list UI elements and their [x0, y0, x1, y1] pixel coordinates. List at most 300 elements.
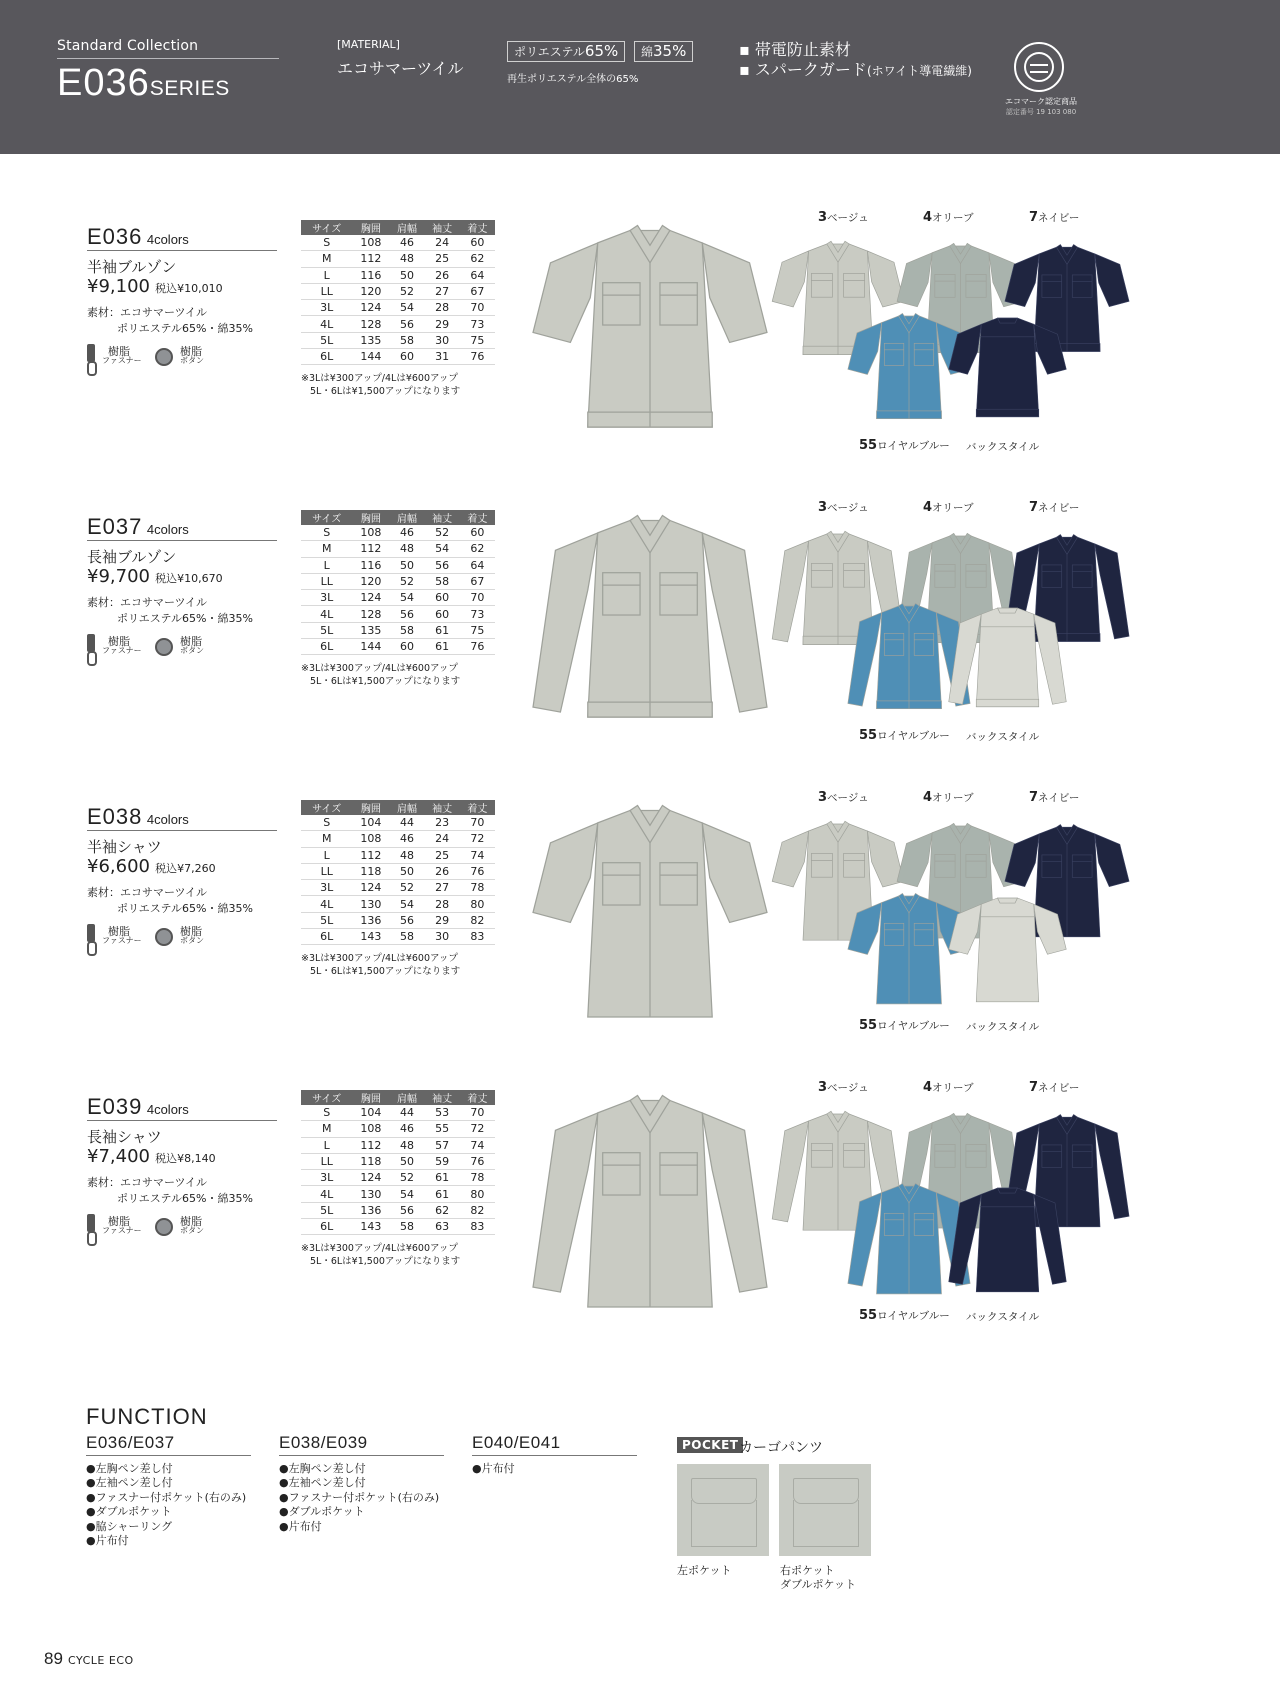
color-name: ベージュ: [827, 502, 869, 514]
table-row: [301, 622, 495, 638]
size-table-cell: 25: [425, 847, 460, 863]
size-table-cell: 120: [352, 283, 389, 299]
size-table-header: [301, 510, 495, 525]
color-label-beige: [818, 210, 869, 225]
table-row: [301, 573, 495, 589]
composition-pct: 35%: [653, 42, 687, 60]
color-label-back-style: バックスタイル: [966, 1021, 1040, 1033]
table-row: [301, 1137, 495, 1153]
size-table-cell: 54: [389, 590, 424, 606]
product-e037: [0, 500, 1280, 790]
size-table-cell: 108: [352, 1121, 389, 1137]
size-table-cell: 46: [389, 831, 424, 847]
size-table-header-cell: 肩幅: [389, 800, 424, 815]
product-price-line: [87, 276, 223, 297]
size-table-cell: L: [301, 267, 352, 283]
table-row: [301, 1153, 495, 1169]
function-list-e040-e041: [472, 1462, 515, 1476]
size-note: 5L・6Lは¥1,500アップになります: [310, 386, 461, 397]
size-table-cell: 56: [389, 912, 424, 928]
table-row: [301, 929, 495, 945]
color-name: ネイビー: [1038, 792, 1080, 804]
color-number: 7: [1029, 210, 1039, 225]
size-table-cell: 59: [425, 1153, 460, 1169]
table-row: [301, 251, 495, 267]
size-table-cell: 60: [389, 639, 424, 655]
color-label-beige: [818, 500, 869, 515]
feature-text: ▪ 帯電防止素材: [739, 40, 851, 59]
header-rule: [57, 58, 279, 59]
size-table-cell: 55: [425, 1121, 460, 1137]
size-table-cell: 70: [460, 590, 495, 606]
size-table-cell: 28: [425, 300, 460, 316]
size-table-cell: 108: [352, 525, 389, 541]
zipper-sublabel: ファスナー: [102, 936, 142, 945]
size-table-cell: 72: [460, 1121, 495, 1137]
size-table-header-cell: 胸囲: [352, 1090, 389, 1105]
size-table-cell: 3L: [301, 880, 352, 896]
color-number: 4: [923, 790, 933, 805]
size-table-cell: 118: [352, 1153, 389, 1169]
color-label-navy: [1029, 500, 1079, 515]
garment-back-style: [945, 882, 1070, 1014]
size-table-header-cell: 胸囲: [352, 510, 389, 525]
table-row: [301, 235, 495, 251]
size-table-cell: 143: [352, 1219, 389, 1235]
product-code-line: [87, 804, 189, 830]
size-table-cell: 58: [389, 332, 424, 348]
size-table-cell: 74: [460, 1137, 495, 1153]
color-label-back-style: バックスタイル: [966, 441, 1040, 453]
size-table-cell: 28: [425, 896, 460, 912]
garment-main-beige: [525, 508, 775, 732]
size-table-cell: 70: [460, 300, 495, 316]
size-table-cell: 78: [460, 1170, 495, 1186]
color-number: 55: [859, 438, 878, 453]
size-table-cell: 4L: [301, 316, 352, 332]
size-table-cell: 67: [460, 573, 495, 589]
function-item: ●ファスナー付ポケット(右のみ): [279, 1490, 440, 1504]
size-table-cell: 4L: [301, 606, 352, 622]
color-number: 4: [923, 500, 933, 515]
size-note: ※3Lは¥300アップ/4Lは¥600アップ: [301, 953, 458, 964]
size-table-cell: 48: [389, 251, 424, 267]
size-table-cell: 144: [352, 639, 389, 655]
size-table-cell: 61: [425, 1170, 460, 1186]
function-item: ●ダブルポケット: [279, 1505, 365, 1519]
material-line: 素材：エコサマーツイル: [87, 596, 208, 609]
size-table-cell: 135: [352, 622, 389, 638]
product-code: E037: [87, 514, 143, 539]
color-label-royal-blue: [859, 728, 950, 743]
size-table-header-cell: 肩幅: [389, 510, 424, 525]
size-table-cell: 143: [352, 929, 389, 945]
table-row: [301, 639, 495, 655]
size-table-cell: 5L: [301, 1202, 352, 1218]
size-table-cell: 64: [460, 267, 495, 283]
product-name: 長袖ブルゾン: [87, 548, 177, 566]
size-table-cell: 61: [425, 639, 460, 655]
size-table-cell: 24: [425, 235, 460, 251]
size-table-cell: 56: [389, 606, 424, 622]
ecomark-number: 認定番号 19 103 080: [1005, 108, 1077, 116]
size-table-cell: 76: [460, 349, 495, 365]
size-table-cell: L: [301, 1137, 352, 1153]
table-row: [301, 880, 495, 896]
size-table-cell: 76: [460, 1153, 495, 1169]
size-note: 5L・6Lは¥1,500アップになります: [310, 966, 461, 977]
size-table-cell: 58: [389, 622, 424, 638]
size-table-cell: 3L: [301, 300, 352, 316]
color-name: ネイビー: [1038, 1082, 1080, 1094]
product-code: E038: [87, 804, 143, 829]
size-table-cell: 116: [352, 267, 389, 283]
size-table-cell: 27: [425, 880, 460, 896]
size-table-cell: 56: [389, 1202, 424, 1218]
product-rule: [87, 250, 277, 251]
size-table-cell: M: [301, 251, 352, 267]
size-table-cell: S: [301, 235, 352, 251]
color-number: 7: [1029, 790, 1039, 805]
size-table-cell: 60: [425, 590, 460, 606]
size-table-header-cell: サイズ: [301, 220, 352, 235]
size-table-cell: 112: [352, 847, 389, 863]
size-table: [301, 220, 495, 365]
product-colors: 4colors: [146, 232, 189, 247]
garment-main-beige: [525, 798, 775, 1022]
size-table-cell: L: [301, 847, 352, 863]
size-table-header-cell: サイズ: [301, 800, 352, 815]
size-table-header-cell: 袖丈: [425, 220, 460, 235]
product-price: ¥6,600: [87, 856, 150, 877]
size-table-cell: 26: [425, 267, 460, 283]
table-row: [301, 283, 495, 299]
size-table-cell: 54: [389, 1186, 424, 1202]
zipper-sublabel: ファスナー: [102, 356, 142, 365]
size-table-header-cell: 袖丈: [425, 1090, 460, 1105]
size-table-header-cell: サイズ: [301, 1090, 352, 1105]
zipper-sublabel: ファスナー: [102, 646, 142, 655]
zipper-label: 樹脂: [108, 925, 130, 938]
size-table-cell: 56: [425, 557, 460, 573]
page-number: 89: [44, 1649, 63, 1668]
page-footer: [44, 1649, 134, 1669]
color-number: 7: [1029, 1080, 1039, 1095]
size-table-cell: 136: [352, 1202, 389, 1218]
color-label-olive: [923, 210, 974, 225]
size-table-cell: 82: [460, 912, 495, 928]
size-table-cell: 112: [352, 1137, 389, 1153]
button-label: 樹脂: [180, 345, 202, 358]
color-name: オリーブ: [932, 212, 974, 224]
product-name: 長袖シャツ: [87, 1128, 162, 1146]
pocket-tag: POCKET: [677, 1437, 743, 1453]
table-row: [301, 1121, 495, 1137]
color-name: オリーブ: [932, 792, 974, 804]
size-table-cell: 57: [425, 1137, 460, 1153]
zipper-sublabel: ファスナー: [102, 1226, 142, 1235]
table-row: [301, 557, 495, 573]
color-number: 4: [923, 1080, 933, 1095]
function-item: ●左胸ペン差し付: [279, 1462, 366, 1475]
resin-button-icon: [155, 348, 173, 366]
function-list-e036-e037: [86, 1462, 246, 1548]
size-table-cell: 46: [389, 1121, 424, 1137]
material-line: 素材：エコサマーツイル: [87, 1176, 208, 1189]
color-name: オリーブ: [932, 502, 974, 514]
button-sublabel: ボタン: [180, 356, 204, 365]
size-table-cell: 29: [425, 316, 460, 332]
size-table-header-cell: 胸囲: [352, 800, 389, 815]
resin-button-icon: [155, 928, 173, 946]
size-table: [301, 1090, 495, 1235]
table-row: [301, 896, 495, 912]
size-note: ※3Lは¥300アップ/4Lは¥600アップ: [301, 373, 458, 384]
size-table-cell: 26: [425, 863, 460, 879]
zipper-icon: [87, 924, 96, 956]
table-row: [301, 349, 495, 365]
size-table-header-cell: 袖丈: [425, 510, 460, 525]
size-table-cell: 124: [352, 1170, 389, 1186]
size-table-header-cell: 肩幅: [389, 1090, 424, 1105]
button-label: 樹脂: [180, 635, 202, 648]
composition-name: ポリエステル: [514, 45, 585, 59]
size-table-cell: 54: [425, 541, 460, 557]
color-label-royal-blue: [859, 1018, 950, 1033]
function-rule: [86, 1455, 251, 1456]
size-table-cell: 48: [389, 847, 424, 863]
size-table-cell: 48: [389, 541, 424, 557]
size-table-cell: 53: [425, 1105, 460, 1121]
size-table-cell: 124: [352, 880, 389, 896]
material-line: 素材：エコサマーツイル: [87, 886, 208, 899]
function-header-e036-e037: E036/E037: [86, 1433, 175, 1452]
color-name: オリーブ: [932, 1082, 974, 1094]
size-table-cell: 80: [460, 1186, 495, 1202]
table-row: [301, 525, 495, 541]
size-table-cell: 3L: [301, 590, 352, 606]
size-table-cell: 27: [425, 283, 460, 299]
collection-label: Standard Collection: [57, 38, 199, 54]
size-table-cell: 67: [460, 283, 495, 299]
size-table-cell: 108: [352, 831, 389, 847]
size-table-cell: 124: [352, 300, 389, 316]
product-price-line: [87, 566, 223, 587]
product-e038: [0, 790, 1280, 1080]
size-table-cell: 23: [425, 815, 460, 831]
size-table-cell: 44: [389, 815, 424, 831]
table-row: [301, 300, 495, 316]
table-row: [301, 332, 495, 348]
footer-text: CYCLE ECO: [68, 1654, 134, 1667]
table-row: [301, 541, 495, 557]
size-table-cell: 29: [425, 912, 460, 928]
size-table: [301, 510, 495, 655]
size-table-cell: 30: [425, 929, 460, 945]
size-table-header-cell: サイズ: [301, 510, 352, 525]
size-table-cell: 63: [425, 1219, 460, 1235]
size-table-cell: 6L: [301, 639, 352, 655]
size-table-cell: 130: [352, 1186, 389, 1202]
color-number: 55: [859, 728, 878, 743]
zipper-label: 樹脂: [108, 635, 130, 648]
size-table-cell: L: [301, 557, 352, 573]
color-label-back-style: バックスタイル: [966, 1311, 1040, 1323]
size-table-header: [301, 1090, 495, 1105]
size-table-cell: M: [301, 1121, 352, 1137]
size-table-cell: 70: [460, 815, 495, 831]
color-name: ベージュ: [827, 212, 869, 224]
product-rule: [87, 540, 277, 541]
size-table-cell: LL: [301, 283, 352, 299]
table-row: [301, 590, 495, 606]
color-number: 55: [859, 1308, 878, 1323]
table-row: [301, 1202, 495, 1218]
color-number: 3: [818, 1080, 828, 1095]
color-name: ベージュ: [827, 792, 869, 804]
color-name: ベージュ: [827, 1082, 869, 1094]
size-table-cell: 5L: [301, 622, 352, 638]
product-e039: [0, 1080, 1280, 1370]
size-table-cell: M: [301, 831, 352, 847]
material-composition: ポリエステル65%・綿35%: [117, 902, 253, 915]
size-table-cell: 62: [425, 1202, 460, 1218]
size-table-cell: M: [301, 541, 352, 557]
size-table-cell: 128: [352, 606, 389, 622]
size-table-cell: 112: [352, 251, 389, 267]
size-table-cell: LL: [301, 1153, 352, 1169]
size-table-cell: 108: [352, 235, 389, 251]
size-table-cell: 104: [352, 1105, 389, 1121]
resin-button-icon: [155, 638, 173, 656]
size-table-cell: 124: [352, 590, 389, 606]
button-label: 樹脂: [180, 925, 202, 938]
size-table-cell: 50: [389, 1153, 424, 1169]
product-colors: 4colors: [146, 522, 189, 537]
size-table-cell: 83: [460, 929, 495, 945]
size-table-cell: 130: [352, 896, 389, 912]
function-item: ●左胸ペン差し付: [86, 1462, 173, 1475]
feature-text: ▪ スパークガード: [739, 60, 867, 79]
size-table-header-cell: 着丈: [460, 510, 495, 525]
size-table-cell: 5L: [301, 332, 352, 348]
color-number: 3: [818, 210, 828, 225]
series-code: E036: [57, 62, 150, 104]
right-pocket-label: 右ポケット: [780, 1564, 835, 1577]
feature-sub: (ホワイト導電繊維): [866, 64, 972, 78]
zipper-label: 樹脂: [108, 345, 130, 358]
function-header-e038-e039: E038/E039: [279, 1433, 368, 1452]
button-label: 樹脂: [180, 1215, 202, 1228]
size-table-cell: 25: [425, 251, 460, 267]
size-table-cell: 144: [352, 349, 389, 365]
size-table-cell: 58: [425, 573, 460, 589]
function-item: ●片布付: [279, 1519, 322, 1533]
size-table-cell: 76: [460, 639, 495, 655]
color-label-back-style: バックスタイル: [966, 731, 1040, 743]
table-row: [301, 1219, 495, 1235]
size-table-header-cell: 袖丈: [425, 800, 460, 815]
size-table-cell: 48: [389, 1137, 424, 1153]
size-table-cell: S: [301, 1105, 352, 1121]
garment-back-style: [945, 592, 1070, 724]
product-price-line: [87, 1146, 216, 1167]
product-tax-price: 税込¥8,140: [155, 1152, 216, 1165]
size-table-cell: 46: [389, 525, 424, 541]
color-label-olive: [923, 790, 974, 805]
color-label-royal-blue: [859, 438, 950, 453]
color-label-beige: [818, 1080, 869, 1095]
ecomark-logo-icon: [1014, 42, 1064, 92]
size-table-cell: 44: [389, 1105, 424, 1121]
size-table-cell: 50: [389, 267, 424, 283]
function-item: ●左袖ペン差し付: [86, 1476, 173, 1490]
color-name: ロイヤルブルー: [877, 1020, 950, 1032]
product-colors: 4colors: [146, 1102, 189, 1117]
size-table-header: [301, 800, 495, 815]
table-row: [301, 847, 495, 863]
color-number: 55: [859, 1018, 878, 1033]
color-label-navy: [1029, 1080, 1079, 1095]
product-code-line: [87, 514, 189, 540]
size-table-cell: 73: [460, 316, 495, 332]
size-table-cell: 4L: [301, 896, 352, 912]
size-table-cell: 54: [389, 896, 424, 912]
size-table-cell: 52: [389, 573, 424, 589]
size-table-header-cell: 着丈: [460, 800, 495, 815]
size-table-cell: 120: [352, 573, 389, 589]
function-item: ●ファスナー付ポケット(右のみ): [86, 1490, 247, 1504]
feature-sparkguard: [739, 57, 972, 80]
function-item: ●左袖ペン差し付: [279, 1476, 366, 1490]
table-row: [301, 1170, 495, 1186]
product-name: 半袖ブルゾン: [87, 258, 177, 276]
product-e036: [0, 210, 1280, 500]
size-table-cell: 116: [352, 557, 389, 573]
size-table-cell: 74: [460, 847, 495, 863]
table-row: [301, 912, 495, 928]
size-table-cell: 52: [389, 1170, 424, 1186]
size-table-cell: 76: [460, 863, 495, 879]
size-table-cell: 6L: [301, 1219, 352, 1235]
size-table-cell: 70: [460, 1105, 495, 1121]
size-table-cell: S: [301, 525, 352, 541]
composition-cotton: [634, 41, 693, 62]
color-label-navy: [1029, 210, 1079, 225]
pocket-name: カーゴパンツ: [739, 1440, 823, 1456]
table-row: [301, 863, 495, 879]
size-table-cell: 60: [460, 235, 495, 251]
size-table-cell: LL: [301, 863, 352, 879]
product-code: E036: [87, 224, 143, 249]
size-table-cell: 75: [460, 622, 495, 638]
color-number: 7: [1029, 500, 1039, 515]
composition-polyester: [507, 41, 625, 62]
color-number: 4: [923, 210, 933, 225]
color-number: 3: [818, 500, 828, 515]
size-table-cell: 75: [460, 332, 495, 348]
size-table-cell: 3L: [301, 1170, 352, 1186]
table-row: [301, 316, 495, 332]
size-table-cell: 61: [425, 622, 460, 638]
function-rule: [472, 1455, 637, 1456]
size-table-cell: 80: [460, 896, 495, 912]
color-name: ネイビー: [1038, 502, 1080, 514]
right-pocket-image: [779, 1464, 871, 1556]
size-table-cell: 112: [352, 541, 389, 557]
size-table-cell: S: [301, 815, 352, 831]
color-number: 3: [818, 790, 828, 805]
